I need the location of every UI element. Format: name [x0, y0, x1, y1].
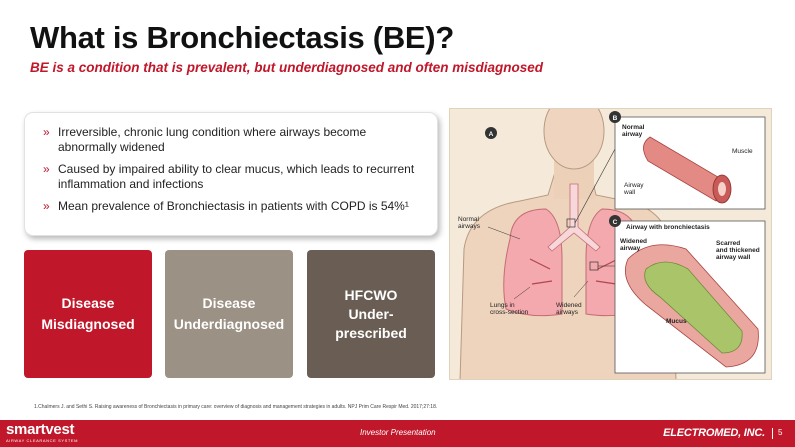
label-muscle: Muscle	[732, 148, 753, 155]
bullet-item	[43, 162, 425, 192]
bullet-box	[24, 112, 438, 236]
airway-lumen	[718, 182, 726, 196]
footnote: 1.Chalmers J. and Sethi S. Raising awareness of Bronchiectasis in primary care: overview of diagnosis and management strategies in adults. NPJ Prim Care Respir Med. 2017;27:18.	[34, 404, 438, 410]
logo-tagline: AIRWAY CLEARANCE SYSTEM	[6, 438, 79, 443]
page-number: 5	[778, 428, 783, 437]
bullet-chevron-icon: »	[43, 162, 50, 176]
lung-diagram	[450, 109, 772, 380]
bullet-chevron-icon: »	[43, 199, 50, 213]
page-divider	[772, 428, 773, 439]
head-shape	[544, 109, 604, 169]
bronchiectasis-illustration	[449, 108, 772, 380]
bullet-text: Caused by impaired ability to clear mucus, which leads to recurrent inflammation and infections	[58, 162, 415, 191]
card-under-prescribed	[307, 250, 435, 378]
label-widened-airway: Widened airway	[620, 238, 648, 252]
label-mucus: Mucus	[666, 318, 687, 325]
logo-wordmark: smartvest	[6, 421, 75, 438]
card-label: Disease Misdiagnosed	[41, 295, 135, 332]
card-underdiagnosed	[165, 250, 293, 378]
bullet-text: Irreversible, chronic lung condition where airways become abnormally widened	[58, 125, 367, 154]
label-normal-airways: Normal airways	[458, 216, 481, 230]
label-normal-airway: Normal airway	[622, 124, 645, 138]
panel-b-letter: B	[612, 115, 618, 122]
smartvest-logo	[6, 422, 78, 443]
label-widened-airways: Widened airways	[556, 302, 582, 316]
label-lungs-cross-section: Lungs in cross-section	[490, 302, 529, 316]
label-scarred-wall: Scarred and thickened airway wall	[716, 240, 760, 261]
footer-center-text: Investor Presentation	[360, 428, 436, 437]
label-airway-with-bronchiectasis: Airway with bronchiectasis	[626, 224, 710, 231]
bullet-chevron-icon: »	[43, 125, 50, 139]
card-label: Disease Underdiagnosed	[173, 295, 285, 332]
page-title: What is Bronchiectasis (BE)?	[30, 20, 454, 55]
bullet-item	[43, 199, 425, 214]
electromed-logo: ELECTROMED, INC.	[663, 427, 765, 439]
panel-c-letter: C	[612, 219, 618, 226]
footer-bar	[0, 420, 795, 447]
panel-a-letter: A	[488, 131, 494, 138]
bullet-item	[43, 125, 425, 155]
card-misdiagnosed	[24, 250, 152, 378]
label-airway-wall: Airway wall	[624, 182, 644, 196]
page-subtitle: BE is a condition that is prevalent, but underdiagnosed and often misdiagnosed	[30, 60, 544, 75]
card-label: HFCWO Under-prescribed	[335, 286, 407, 341]
bullet-text: Mean prevalence of Bronchiectasis in patients with COPD is 54%¹	[58, 199, 409, 213]
